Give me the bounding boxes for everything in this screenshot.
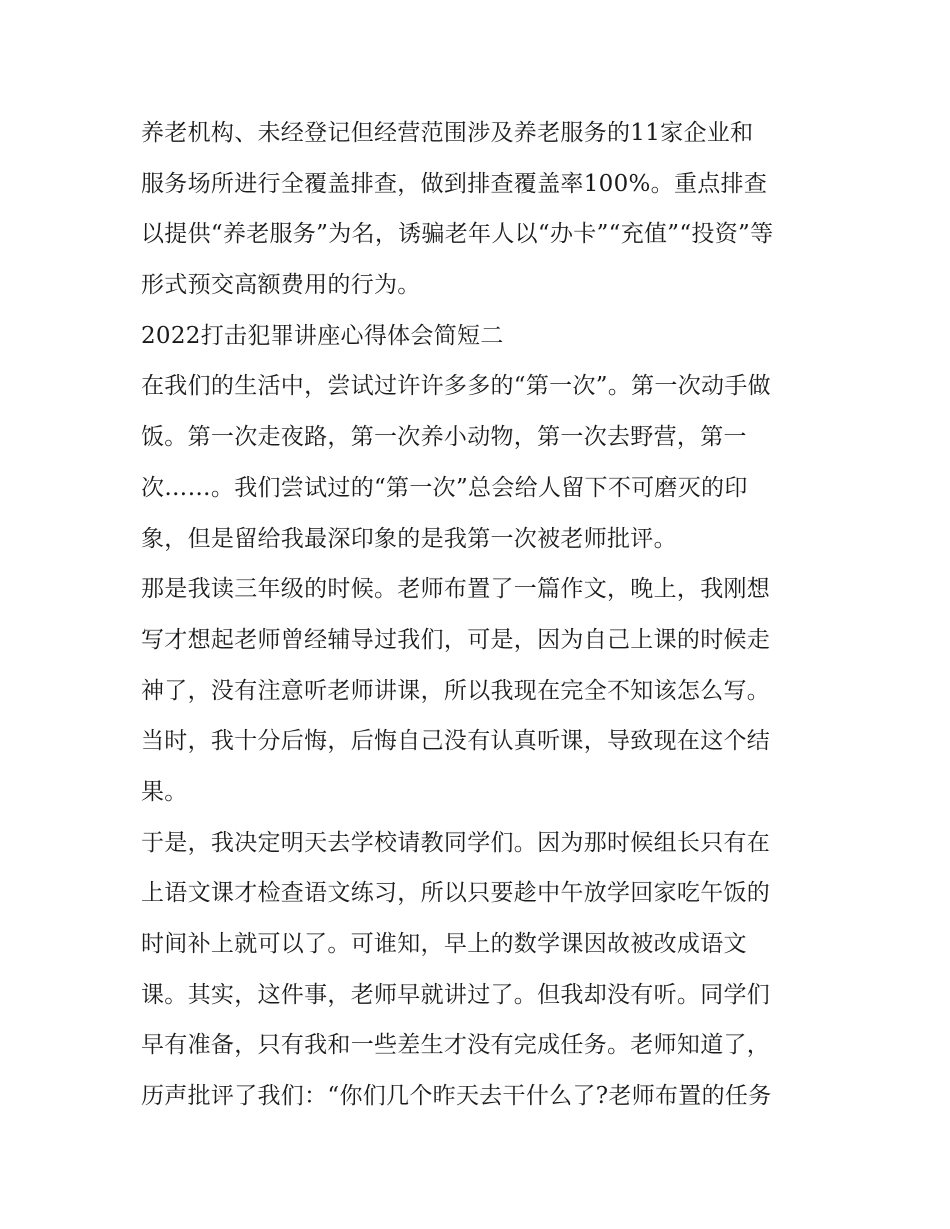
text-line: 课。其实，这件事，老师早就讲过了。但我却没有听。同学们 (141, 981, 771, 1008)
text-line: 那是我读三年级的时候。老师布置了一篇作文，晚上，我刚想 (141, 576, 771, 603)
text-line: 在我们的生活中，尝试过许许多多的“第一次”。第一次动手做 (141, 373, 771, 400)
text-line: 历声批评了我们：“你们几个昨天去干什么了?老师布置的任务 (141, 1083, 772, 1110)
text-line: 当时，我十分后悔，后悔自己没有认真听课，导致现在这个结 (141, 728, 771, 755)
text-line: 于是，我决定明天去学校请教同学们。因为那时候组长只有在 (141, 829, 771, 856)
text-line: 养老机构、未经登记但经营范围涉及养老服务的11家企业和 (141, 120, 754, 146)
document-body (141, 108, 821, 1122)
text-line: 写才想起老师曾经辅导过我们，可是，因为自己上课的时候走 (141, 626, 771, 653)
text-line: 象，但是留给我最深印象的是我第一次被老师批评。 (141, 525, 677, 552)
text-line: 饭。第一次走夜路，第一次养小动物，第一次去野营，第一 (141, 424, 747, 451)
text-line: 形式预交高额费用的行为。 (141, 272, 421, 299)
text-line: 时间补上就可以了。可谁知，早上的数学课因故被改成语文 (141, 931, 747, 957)
text-line: 神了，没有注意听老师讲课，所以我现在完全不知该怎么写。 (141, 677, 771, 704)
text-line: 以提供“养老服务”为名，诱骗老年人以“办卡”“充值”“投资”等 (141, 221, 774, 248)
text-line: 服务场所进行全覆盖排查，做到排查覆盖率100%。重点排查 (141, 170, 768, 197)
text-line: 上语文课才检查语文练习，所以只要趁中午放学回家吃午饭的 (141, 880, 771, 907)
section-heading: 2022打击犯罪讲座心得体会简短二 (141, 322, 504, 349)
text-line: 早有准备，只有我和一些差生才没有完成任务。老师知道了， (141, 1032, 771, 1059)
text-line: 果。 (141, 778, 188, 805)
text-line: 次……。我们尝试过的“第一次”总会给人留下不可磨灭的印 (141, 474, 748, 501)
